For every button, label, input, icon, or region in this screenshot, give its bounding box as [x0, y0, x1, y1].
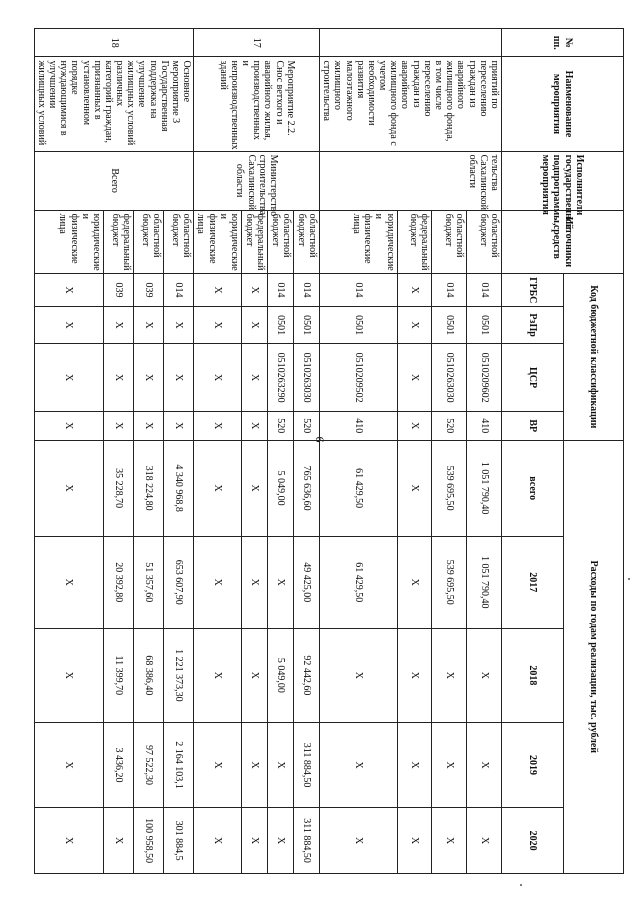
csr-cell: 0510263290 [268, 344, 294, 412]
measure-name-cell: Мероприятие 2.2. Снос ветхого и аварийного жилья, производственных и непроизводственных зданий [194, 57, 320, 151]
grbs-cell: 014 [268, 274, 294, 307]
y2020-cell: X [34, 808, 103, 874]
y2019-cell: 311 884,50 [294, 722, 320, 807]
vr-cell: X [104, 412, 134, 441]
vr-cell: 410 [320, 412, 398, 441]
total-cell: 61 429,50 [320, 440, 398, 536]
grbs-cell: 039 [104, 274, 134, 307]
y2018-cell: 5 049,00 [268, 628, 294, 722]
header-2019: 2019 [502, 722, 564, 807]
vr-cell: X [194, 412, 242, 441]
page-number: 9 [312, 436, 327, 443]
y2020-cell: X [467, 808, 502, 874]
vr-cell: X [164, 412, 194, 441]
csr-cell: X [242, 344, 268, 412]
vr-cell: X [242, 412, 268, 441]
source-cell: федеральный бюджет [397, 210, 432, 273]
grbs-cell: X [397, 274, 432, 307]
rzpr-cell: 0501 [432, 306, 467, 343]
y2018-cell: X [194, 628, 242, 722]
source-cell: областной бюджет [268, 210, 294, 273]
rzpr-cell: 0501 [268, 306, 294, 343]
total-cell: 539 695,50 [432, 440, 467, 536]
executor-cell: тельства Сахалинской области [320, 151, 502, 210]
csr-cell: 0510263030 [432, 344, 467, 412]
total-cell: 1 051 790,40 [467, 440, 502, 536]
table-row [467, 29, 502, 874]
header-2018: 2018 [502, 628, 564, 722]
y2017-cell: X [242, 536, 268, 628]
y2017-cell: X [268, 536, 294, 628]
vr-cell: X [34, 412, 103, 441]
executor-cell: Всего [34, 151, 194, 210]
y2018-cell: X [467, 628, 502, 722]
header-source: Источники средств [502, 210, 624, 273]
budget-table [34, 28, 624, 874]
vr-cell: X [397, 412, 432, 441]
total-cell: 5 049,00 [268, 440, 294, 536]
row-number-cell: 18 [34, 29, 194, 57]
executor-cell: Министерство строительства Сахалинской области [194, 151, 320, 210]
total-cell: 35 228,70 [104, 440, 134, 536]
row-number-cell: 17 [194, 29, 320, 57]
vr-cell: 520 [268, 412, 294, 441]
total-cell: X [34, 440, 103, 536]
rzpr-cell: 0501 [294, 306, 320, 343]
rzpr-cell: X [194, 306, 242, 343]
y2020-cell: X [320, 808, 398, 874]
total-cell: 765 636,60 [294, 440, 320, 536]
csr-cell: X [164, 344, 194, 412]
measure-name-cell: Основное мероприятие 3 Государственная поддержка на улучшение жилищных условий различных категорий граждан, признанных в установленном порядке нуждающимися в улучшении жилищных условий [34, 57, 194, 151]
header-name: Наименование мероприятия [502, 57, 624, 151]
rzpr-cell: 0501 [467, 306, 502, 343]
y2019-cell: 2 164 103,1 [164, 722, 194, 807]
header-rzpr: РзПр [502, 306, 564, 343]
source-cell: областной бюджет [294, 210, 320, 273]
y2017-cell: 51 357,60 [134, 536, 164, 628]
csr-cell: 0510263030 [294, 344, 320, 412]
y2020-cell: X [104, 808, 134, 874]
y2017-cell: 653 607,90 [164, 536, 194, 628]
y2020-cell: 100 958,50 [134, 808, 164, 874]
y2018-cell: X [397, 628, 432, 722]
y2020-cell: 311 884,50 [294, 808, 320, 874]
header-executor: Исполнители государственной подпрограммы, мероприятия [502, 151, 624, 210]
rzpr-cell: X [104, 306, 134, 343]
y2020-cell: 301 884,5 [164, 808, 194, 874]
csr-cell: 0510209502 [320, 344, 398, 412]
source-cell: юридические и физические лица [194, 210, 242, 273]
y2017-cell: X [194, 536, 242, 628]
y2017-cell: 61 429,50 [320, 536, 398, 628]
grbs-cell: 014 [164, 274, 194, 307]
y2018-cell: 92 442,60 [294, 628, 320, 722]
scan-speck [520, 884, 522, 886]
header-vr: ВР [502, 412, 564, 441]
y2018-cell: X [432, 628, 467, 722]
measure-name-cell: приятий по переселению граждан из аварийного жилищного фонда, в том числе переселению граждан из аварийного жилищного фонда с учетом необходимости развития малоэтажного жилищного строительства [320, 57, 502, 151]
y2019-cell: X [242, 722, 268, 807]
rzpr-cell: 0501 [320, 306, 398, 343]
table-row [164, 29, 194, 874]
y2017-cell: 20 392,80 [104, 536, 134, 628]
y2019-cell: X [397, 722, 432, 807]
vr-cell: 520 [294, 412, 320, 441]
grbs-cell: 014 [294, 274, 320, 307]
grbs-cell: 014 [320, 274, 398, 307]
y2020-cell: X [397, 808, 432, 874]
csr-cell: X [104, 344, 134, 412]
csr-cell: 0510209602 [467, 344, 502, 412]
header-total: всего [502, 440, 564, 536]
csr-cell: X [34, 344, 103, 412]
source-cell: областной бюджет [164, 210, 194, 273]
y2019-cell: X [34, 722, 103, 807]
total-cell: X [194, 440, 242, 536]
y2018-cell: X [320, 628, 398, 722]
y2019-cell: X [467, 722, 502, 807]
grbs-cell: X [242, 274, 268, 307]
y2017-cell: 49 425,00 [294, 536, 320, 628]
grbs-cell: X [34, 274, 103, 307]
row-number-cell [320, 29, 502, 57]
source-cell: областной бюджет [432, 210, 467, 273]
total-cell: X [242, 440, 268, 536]
rzpr-cell: X [134, 306, 164, 343]
csr-cell: X [194, 344, 242, 412]
y2019-cell: X [268, 722, 294, 807]
header-2017: 2017 [502, 536, 564, 628]
total-cell: 318 224,80 [134, 440, 164, 536]
table-row [294, 29, 320, 874]
grbs-cell: X [194, 274, 242, 307]
source-cell: областной бюджет [134, 210, 164, 273]
csr-cell: X [134, 344, 164, 412]
y2017-cell: 1 051 790,40 [467, 536, 502, 628]
csr-cell: X [397, 344, 432, 412]
total-cell: 4 340 968,8 [164, 440, 194, 536]
source-cell: областной бюджет [467, 210, 502, 273]
header-grbs: ГРБС [502, 274, 564, 307]
rzpr-cell: X [164, 306, 194, 343]
y2020-cell: X [242, 808, 268, 874]
rotated-table-wrapper [35, 28, 624, 874]
vr-cell: X [134, 412, 164, 441]
y2018-cell: 68 386,40 [134, 628, 164, 722]
y2019-cell: X [432, 722, 467, 807]
grbs-cell: 014 [467, 274, 502, 307]
rzpr-cell: X [242, 306, 268, 343]
source-cell: юридические и физические лица [320, 210, 398, 273]
rzpr-cell: X [34, 306, 103, 343]
grbs-cell: 014 [432, 274, 467, 307]
vr-cell: 410 [467, 412, 502, 441]
vr-cell: 520 [432, 412, 467, 441]
source-cell: юридические и физические лица [34, 210, 103, 273]
y2018-cell: X [34, 628, 103, 722]
y2020-cell: X [194, 808, 242, 874]
y2019-cell: 97 522,30 [134, 722, 164, 807]
rzpr-cell: X [397, 306, 432, 343]
y2018-cell: X [242, 628, 268, 722]
header-csr: ЦСР [502, 344, 564, 412]
y2020-cell: X [268, 808, 294, 874]
source-cell: федеральный бюджет [242, 210, 268, 273]
header-num: № пп. [502, 29, 624, 57]
y2018-cell: 1 221 373,30 [164, 628, 194, 722]
y2020-cell: X [432, 808, 467, 874]
scan-speck [628, 578, 630, 580]
y2017-cell: X [397, 536, 432, 628]
header-2020: 2020 [502, 808, 564, 874]
y2017-cell: 539 695,50 [432, 536, 467, 628]
y2017-cell: X [34, 536, 103, 628]
y2019-cell: X [194, 722, 242, 807]
header-expenses-group: Расходы по годам реализации, тыс. рублей [564, 440, 624, 873]
header-code-group: Код бюджетной классификации [564, 274, 624, 440]
total-cell: X [397, 440, 432, 536]
source-cell: федеральный бюджет [104, 210, 134, 273]
y2018-cell: 11 399,70 [104, 628, 134, 722]
y2019-cell: 3 436,20 [104, 722, 134, 807]
grbs-cell: 039 [134, 274, 164, 307]
y2019-cell: X [320, 722, 398, 807]
